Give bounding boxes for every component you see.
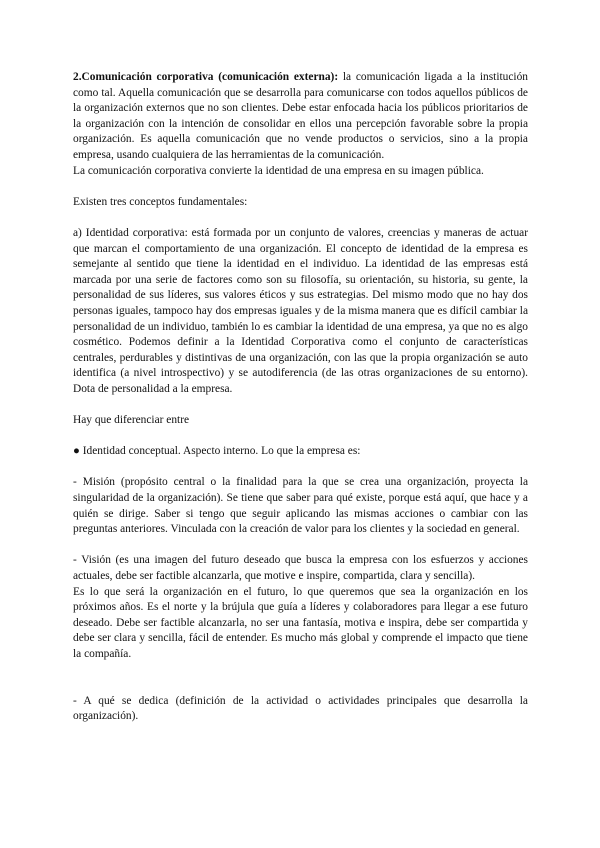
conceptual-bullet: ● Identidad conceptual. Aspecto interno. Lo que la empresa es: (73, 445, 361, 458)
intro-paragraph: Existen tres conceptos fundamentales: (73, 195, 248, 208)
vision-detail-paragraph: Es lo que será la organización en el futuro, lo que queremos que sea la organización en los próximos años. Es el norte y la brújula que guía a líderes y colaboradores para llegar a ese futuro deseado. Debe ser factible alcanzarla, no ser una fantasía, motiva e inspira, debe ser compartida y debe ser clara y sencilla, fácil de entender. Es mucho más global y comprende el impacto que tiene la compañía. (73, 585, 528, 660)
section-heading: 2.Comunicación corporativa (comunicación externa): (73, 71, 339, 83)
vision-paragraph: - Visión (es una imagen del futuro deseado que busca la empresa con los esfuerzos y acciones actuales, debe ser factible alcanzarla, que motive e inspire, compartida, clara y sencilla). (73, 554, 528, 582)
section-communication (73, 70, 528, 164)
differentiate-paragraph: Hay que diferenciar entre (73, 414, 190, 427)
identity-paragraph: a) Identidad corporativa: está formada por un conjunto de valores, creencias y maneras de actuar que marcan el comportamiento de una organización. El concepto de identidad de la empresa es semejante al sentido que tiene la identidad en el individuo. La identidad de las empresas está marcada por una serie de factores como son su filosofía, su orientación, su historia, su gente, la personalidad de sus líderes, sus valores éticos y sus estrategias. Del mismo modo que no hay dos personas iguales, tampoco hay dos empresas iguales y de la misma manera que es difícil cambiar la personalidad de un individuo, también lo es cambiar la identidad de una empresa, ya que no es algo cosmético. Podemos definir a la Identidad Corporativa como el conjunto de características centrales, perdurables y distintivas de una organización, con las que la propia organización se auto identifica (a nivel introspectivo) y se autodiferencia (de las otras organizaciones de su entorno). Dota de personalidad a la empresa. (73, 226, 528, 395)
activity-paragraph: - A qué se dedica (definición de la actividad o actividades principales que desarrolla la organización). (73, 694, 528, 723)
section-summary: La comunicación corporativa convierte la identidad de una empresa en su imagen pública. (73, 164, 484, 177)
section-body: la comunicación ligada a la institución como tal. Aquella comunicación que se desarrolla para comunicarse con todos aquellos públicos de la organización externos que no son clientes. Debe estar enfocada hacia los públicos prioritarios de la organización con la intención de consolidar en ellos una percepción favorable sobre la propia organización. Es aquella comunicación que no vende productos o servicios, sino a la propia empresa, usando cualquiera de las herramientas de la comunicación. (73, 71, 528, 161)
mission-paragraph: - Misión (propósito central o la finalidad para la que se crea una organización, proyecta la singularidad de la organización). Se tiene que saber para qué existe, porque está aquí, que hace y a quién se dirige. Saber si tengo que seguir aplicando las mismas acciones o cambiar con las preguntas anteriores. Vinculada con la creación de valor para los clientes y la sociedad en general. (73, 476, 528, 536)
